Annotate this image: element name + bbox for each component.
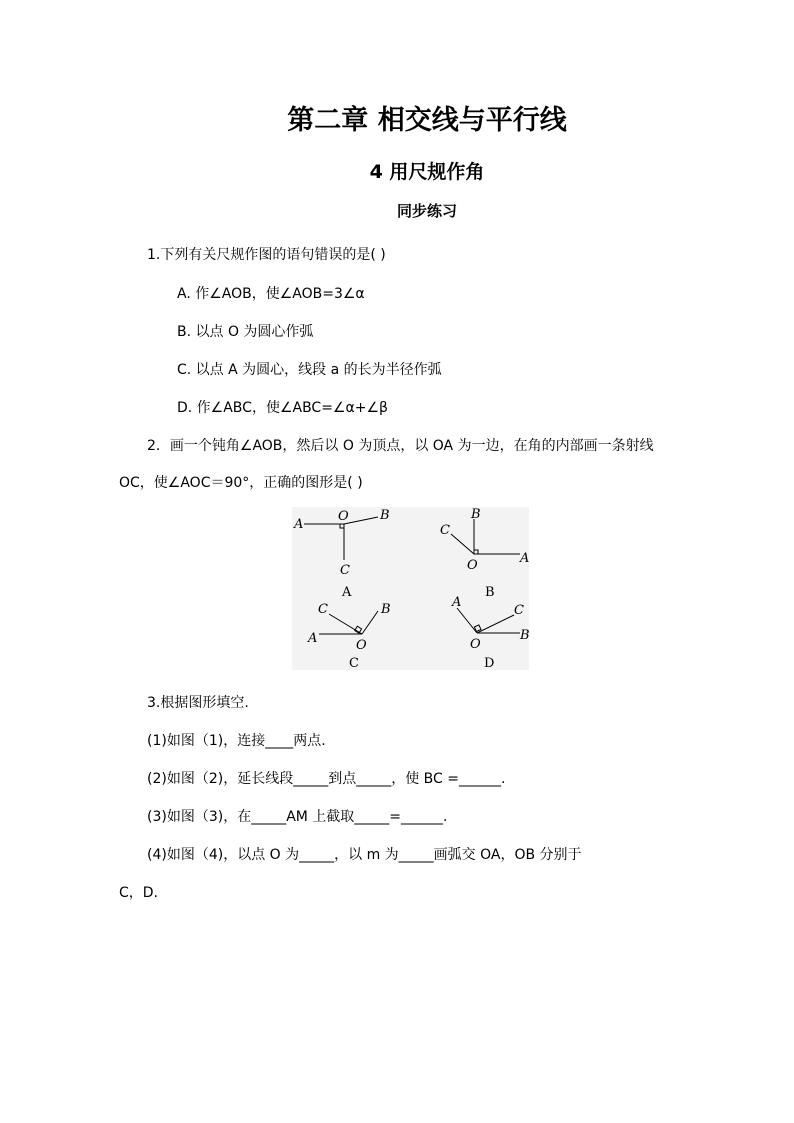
fig-c-right-angle-mark [355, 626, 362, 633]
fig-d-label-b: B [520, 628, 529, 643]
fig-a-right-angle-mark [340, 524, 344, 528]
question-1-stem: 1.下列有关尺规作图的语句错误的是( ) [147, 247, 386, 263]
fig-c-label-c: C [318, 602, 328, 617]
fig-d-caption: D [484, 656, 495, 670]
fig-c-ray-oc [329, 614, 362, 634]
question-1-option-c: C. 以点 A 为圆心，线段 a 的长为半径作弧 [177, 362, 442, 378]
fig-b-label-o: O [467, 558, 478, 573]
chapter-title: 第二章 相交线与平行线 [287, 105, 567, 136]
fig-c-label-a: A [308, 631, 318, 646]
fig-a-label-c: C [340, 563, 350, 578]
question-2-stem-line2: OC，使∠AOC＝90°，正确的图形是( ) [119, 475, 363, 491]
fig-b-caption: B [485, 585, 495, 600]
angle-figures [292, 507, 529, 670]
fig-a-label-o: O [338, 509, 349, 524]
question-3-item-4: (4)如图（4)，以点 O 为_____，以 m 为_____画弧交 OA，OB 分别于 [147, 847, 582, 863]
fig-d-label-a: A [452, 595, 462, 610]
question-1-option-d: D. 作∠ABC，使∠ABC=∠α+∠β [177, 400, 388, 416]
section-title: 同步练习 [396, 202, 457, 220]
question-2-stem-line1: 2．画一个钝角∠AOB，然后以 O 为顶点，以 OA 为一边，在角的内部画一条射线 [147, 438, 654, 454]
fig-a-caption: A [342, 585, 352, 600]
fig-a-ray-ob [344, 517, 378, 524]
fig-b-label-c: C [440, 523, 450, 538]
fig-c-label-o: O [356, 638, 367, 653]
lesson-title: 4 用尺规作角 [369, 161, 485, 183]
fig-c-label-b: B [381, 602, 391, 617]
fig-b-label-b: B [471, 507, 481, 522]
question-3-item-3: (3)如图（3)，在_____AM 上截取_____=______. [147, 809, 448, 825]
fig-b-label-a: A [520, 551, 529, 566]
fig-c-ray-ob [362, 611, 378, 634]
question-1-option-b: B. 以点 O 为圆心作弧 [177, 324, 314, 340]
fig-d-label-o: O [470, 637, 481, 652]
fig-d-ray-oc [477, 615, 514, 633]
fig-d-ray-oa [457, 608, 477, 633]
question-3-item-1: (1)如图（1)，连接____两点. [147, 733, 326, 749]
question-3-item-2: (2)如图（2)，延长线段_____到点_____，使 BC =______. [147, 771, 506, 787]
question-2-figure [292, 507, 529, 670]
fig-b-right-angle-mark [474, 550, 478, 554]
fig-a-label-b: B [380, 508, 390, 523]
question-1-option-a: A. 作∠AOB，使∠AOB=3∠α [177, 286, 365, 302]
fig-d-label-c: C [514, 603, 524, 618]
fig-c-caption: C [349, 656, 359, 670]
question-3-item-4-continuation: C，D. [119, 885, 159, 901]
question-3-stem: 3.根据图形填空. [147, 695, 249, 711]
fig-a-label-a: A [294, 517, 304, 532]
fig-b-ray-oc [451, 534, 474, 554]
